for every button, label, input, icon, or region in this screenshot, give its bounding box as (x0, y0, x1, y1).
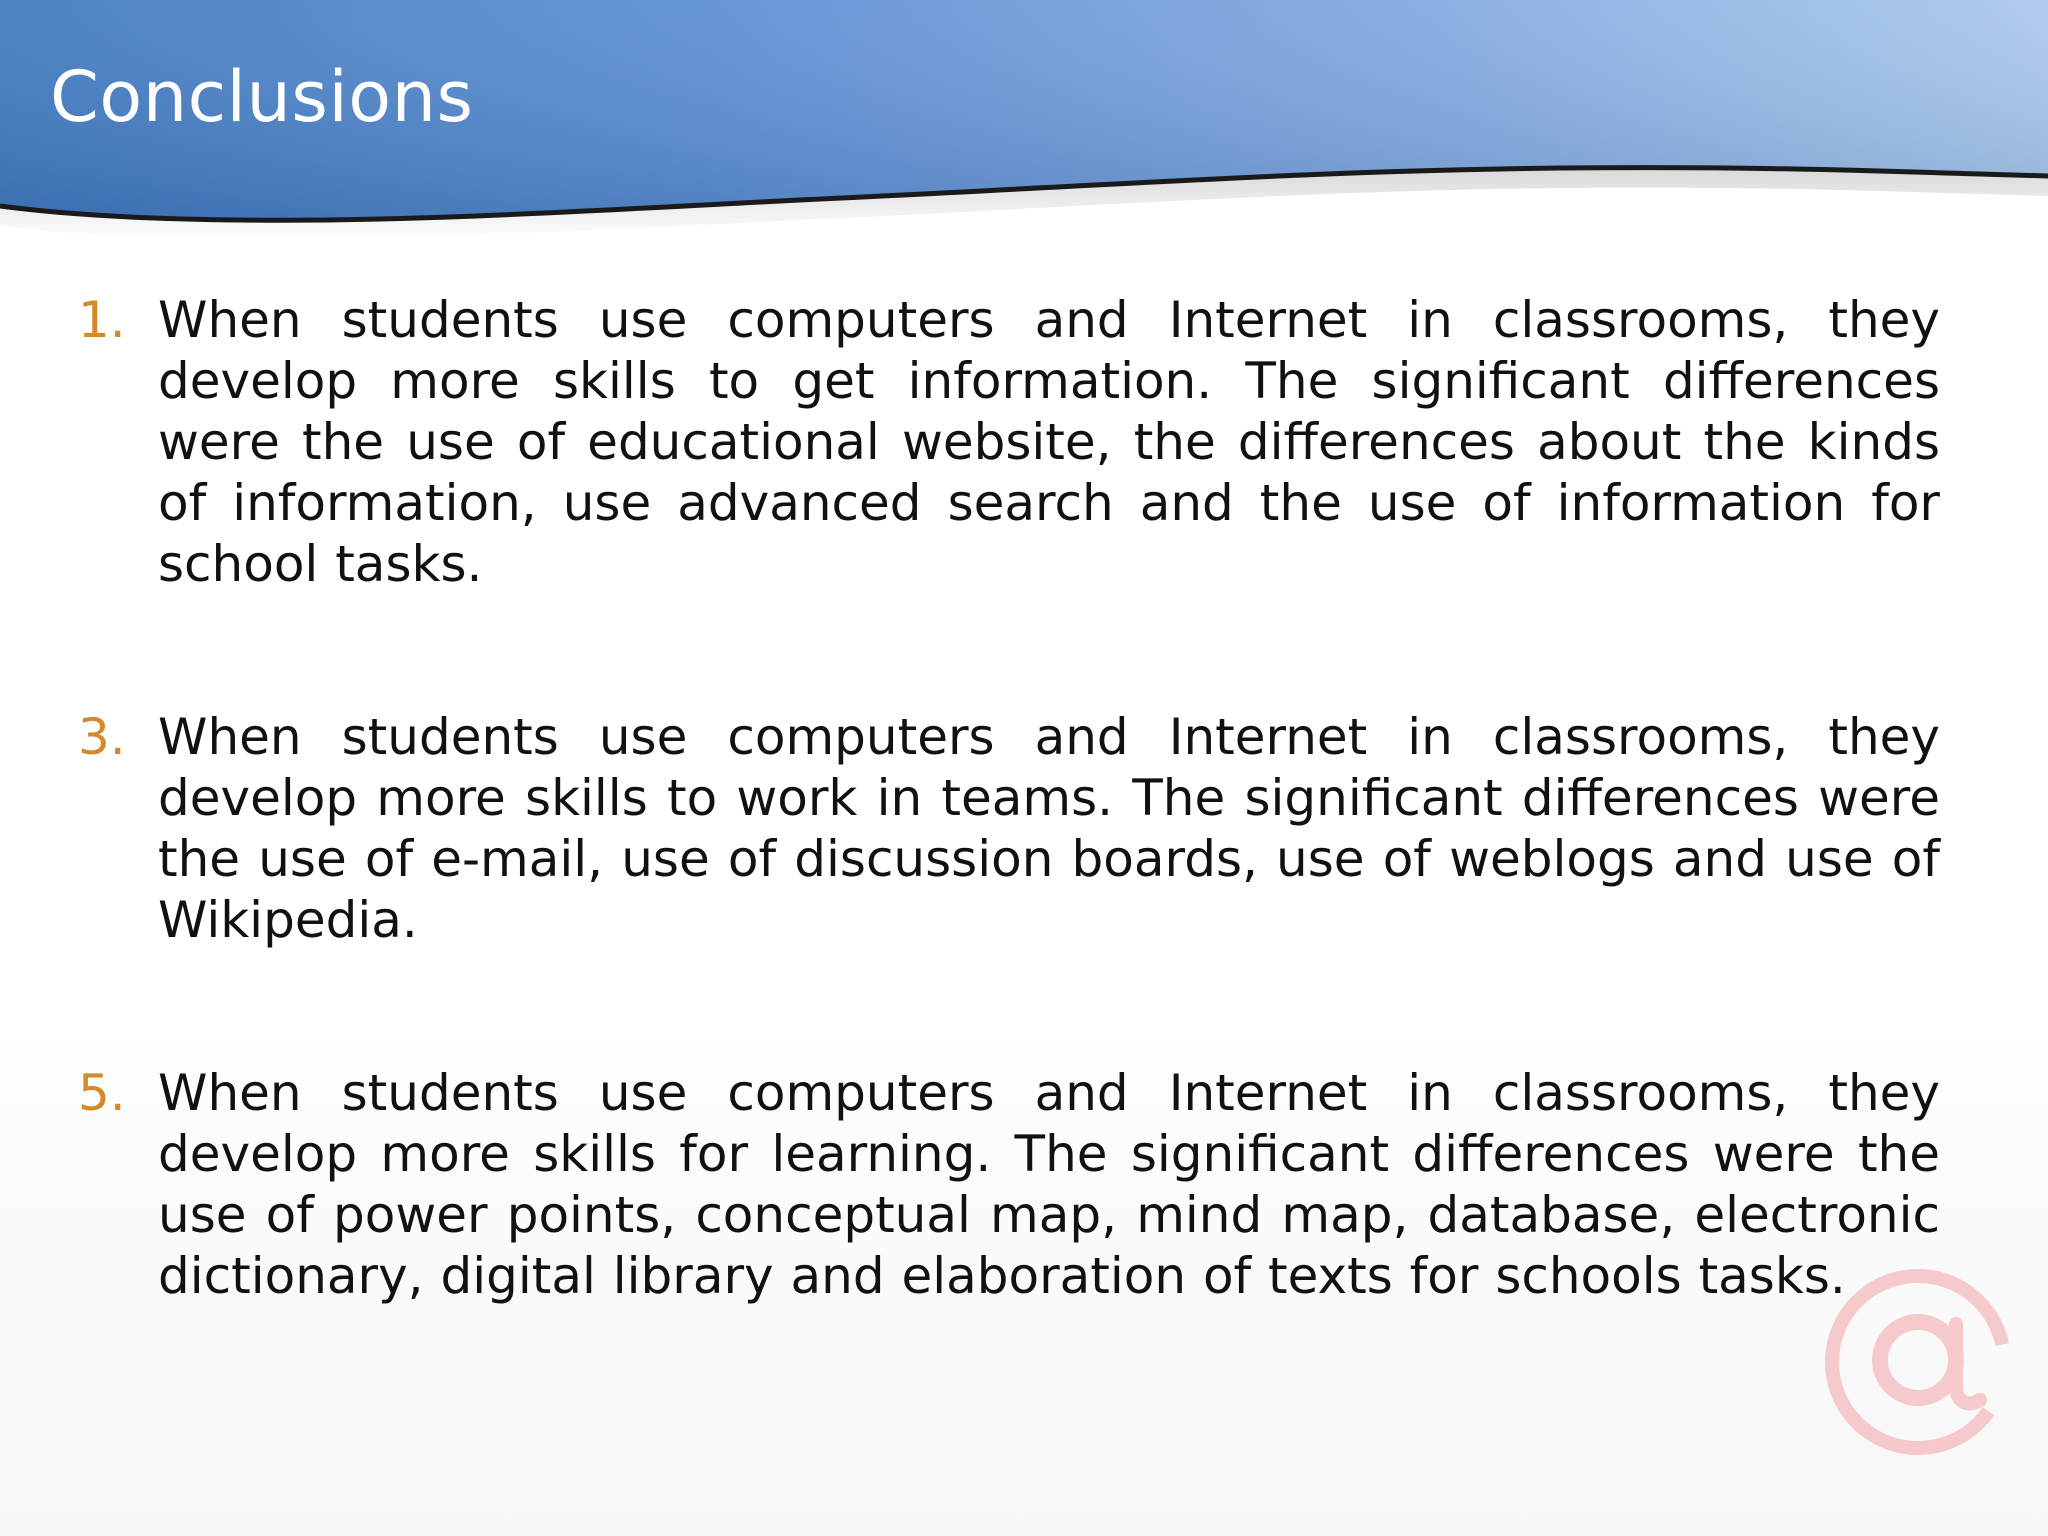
item-text: When students use computers and Internet in classrooms, they develop more skills for learning. The significant differences were the use of power points, conceptual map, mind map, database, electronic dictionary, digital library and elaboration of texts for schools tasks. (158, 1064, 1940, 1305)
conclusions-list (78, 290, 1940, 1307)
conclusion-item-5 (78, 1063, 1940, 1307)
slide-title: Conclusions (50, 56, 474, 138)
at-sign-icon (1818, 1262, 2018, 1462)
item-text: When students use computers and Internet in classrooms, they develop more skills to work in teams. The significant differences were the use of e-mail, use of discussion boards, use of weblogs and use of Wikipedia. (158, 708, 1940, 949)
item-number: 3. (78, 708, 126, 766)
item-number: 5. (78, 1064, 126, 1122)
conclusion-item-3 (78, 707, 1940, 951)
item-text: When students use computers and Internet in classrooms, they develop more skills to get information. The significant differences were the use of educational website, the differences about the kinds of information, use advanced search and the use of information for school tasks. (158, 291, 1940, 593)
item-number: 1. (78, 291, 126, 349)
conclusion-item-1 (78, 290, 1940, 595)
